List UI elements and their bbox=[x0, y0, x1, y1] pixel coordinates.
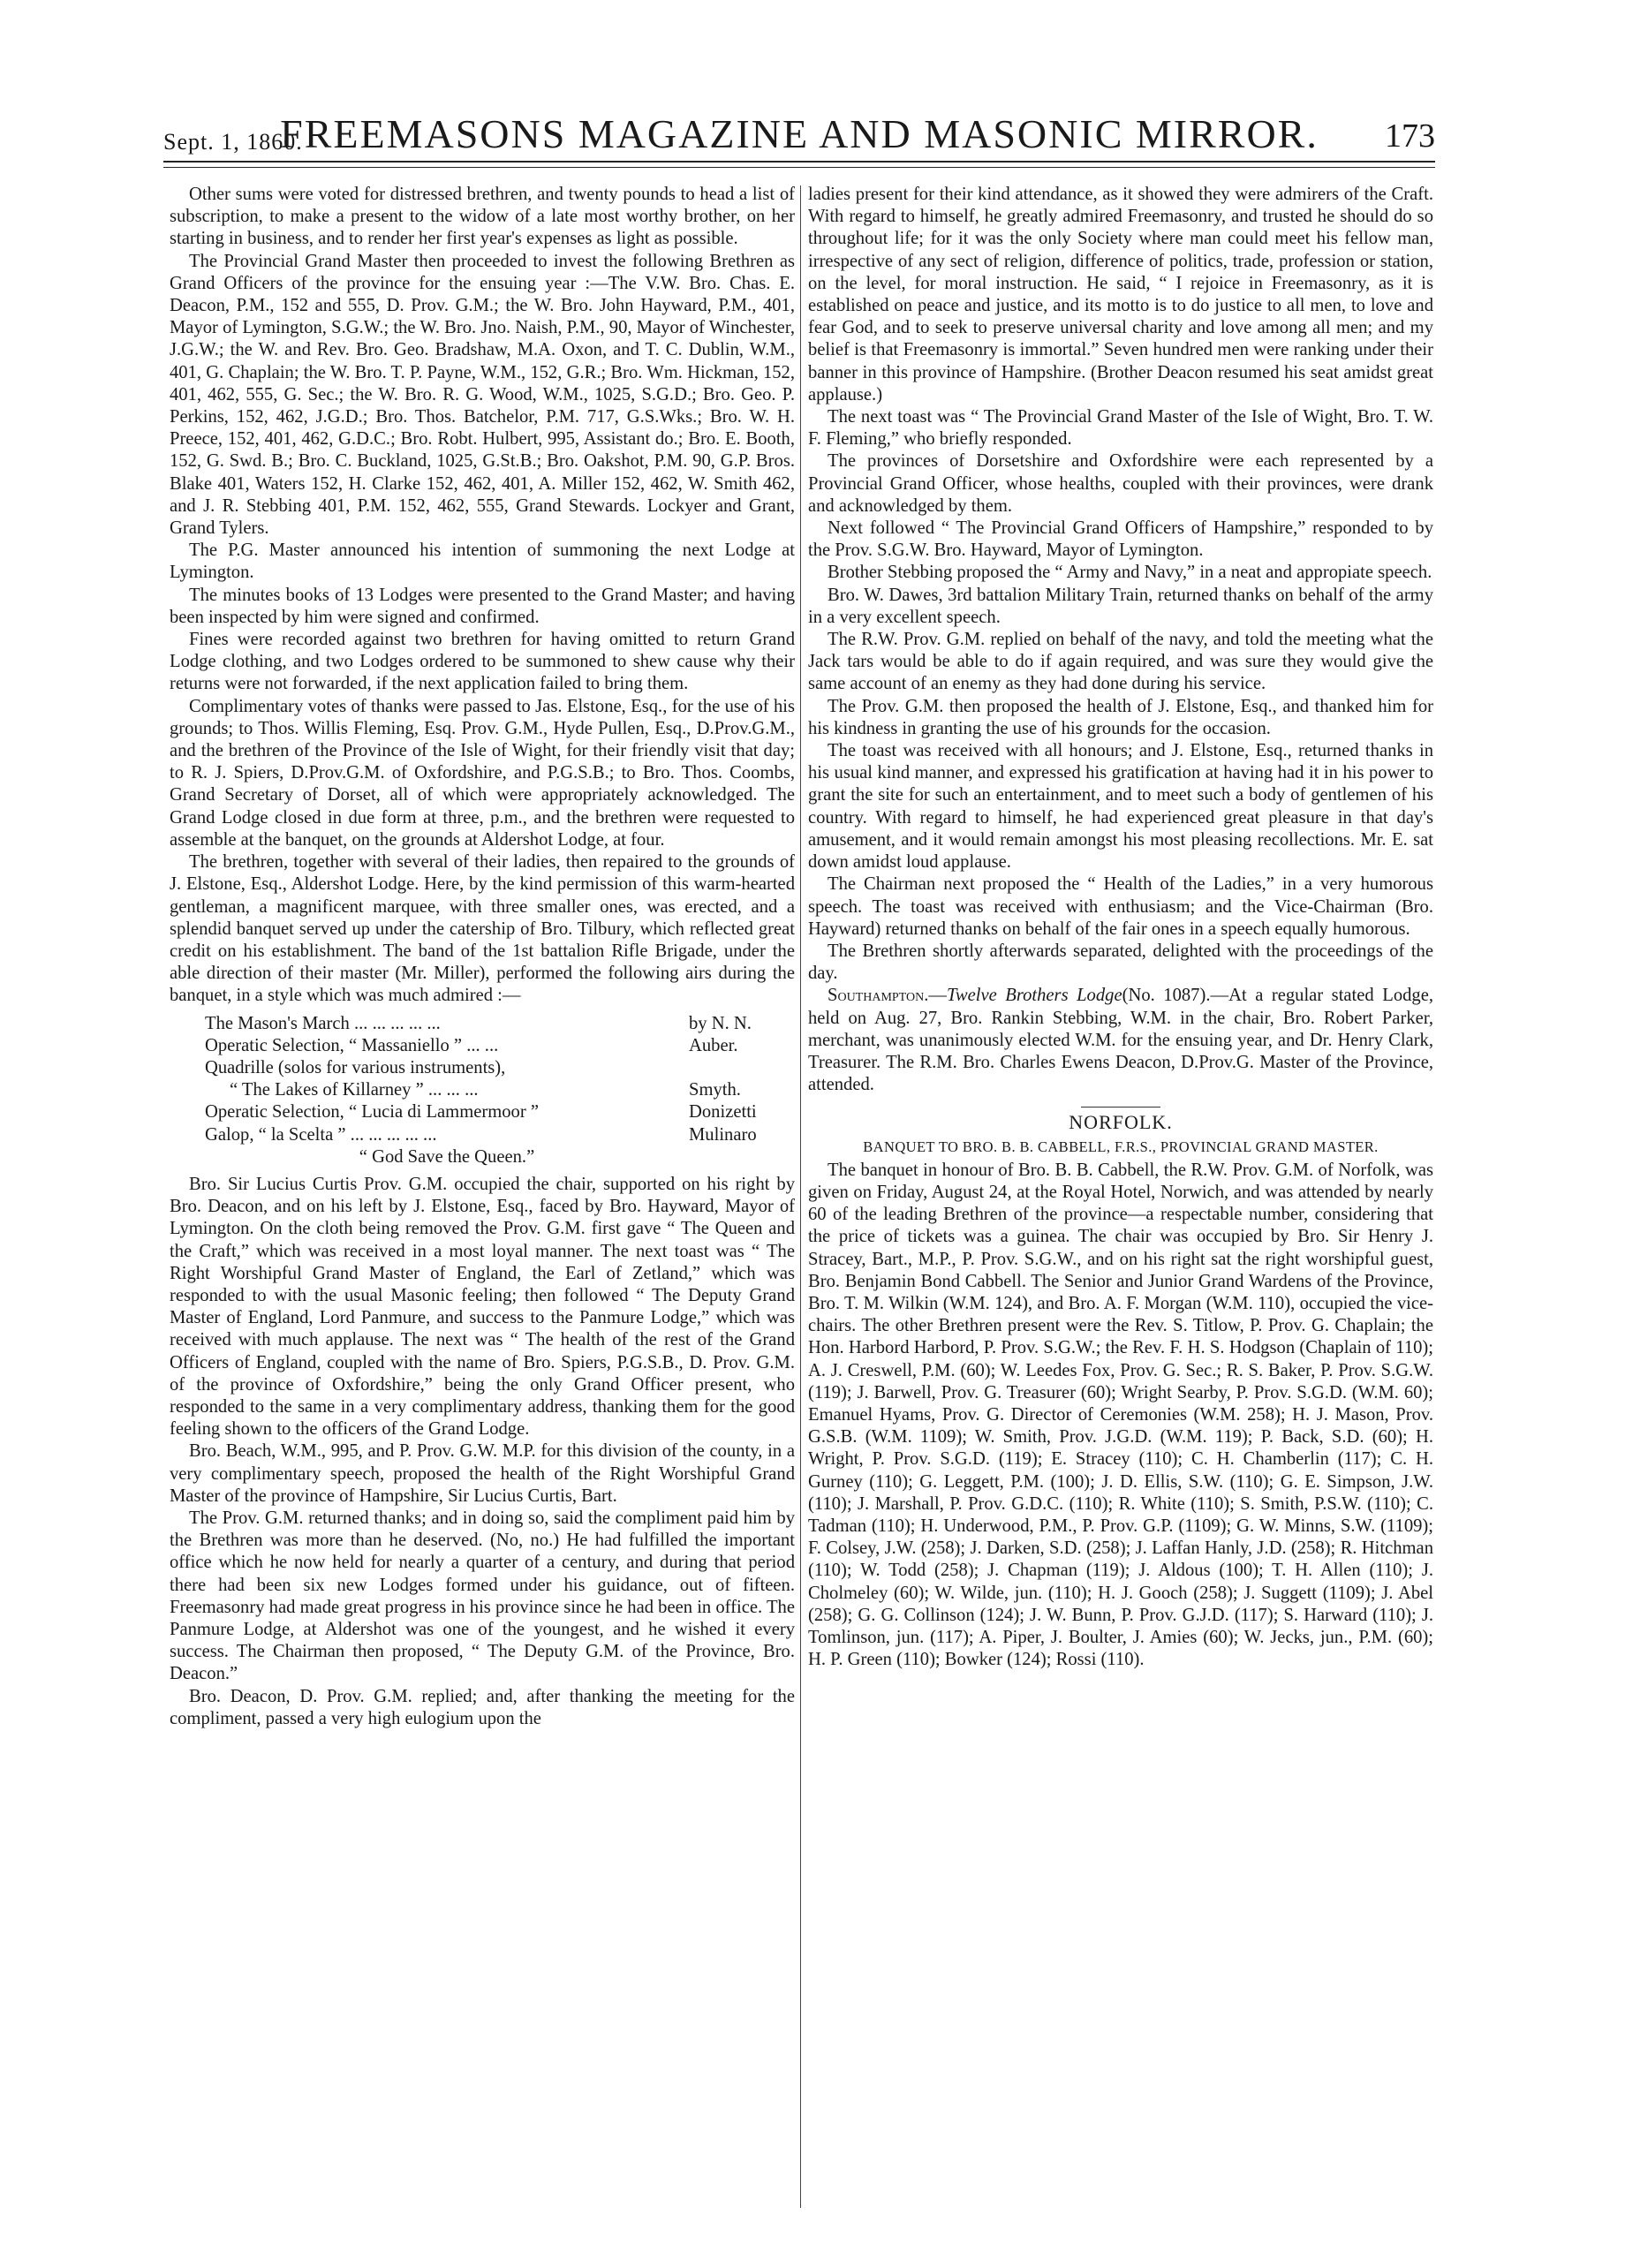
lodge-name: Twelve Brothers Lodge bbox=[946, 986, 1122, 1006]
programme-row bbox=[205, 1035, 795, 1057]
paragraph: Next followed “ The Provincial Grand Officers of Hampshire,” responded to by the Prov. S.G.W. Bro. Hayward, Mayor of Lymington. bbox=[808, 518, 1433, 561]
paragraph: The banquet in honour of Bro. B. B. Cabbell, the R.W. Prov. G.M. of Norfolk, was given on Friday, August 24, at the Royal Hotel, Norwich, and was attended by nearly 60 of the leading Brethren of the province—a respectable number, considering that the price of tickets was a guinea. The chair was occupied by Bro. Sir Henry J. Stracey, Bart., M.P., P. Prov. S.G.W., and on his right sat the right worshipful guest, Bro. Benjamin Bond Cabbell. The Senior and Junior Grand Wardens of the Province, Bro. T. M. Wilkin (W.M. 124), and Bro. A. F. Morgan (W.M. 110), occupied the vice-chairs. The other Brethren present were the Rev. S. Titlow, P. Prov. G. Chaplain; the Hon. Harbord Harbord, P. Prov. S.G.W.; the Rev. F. H. S. Hodgson (Chaplain of 110); A. J. Creswell, P.M. (60); W. Leedes Fox, Prov. G. Sec.; R. S. Baker, P. Prov. S.G.W. (119); J. Barwell, Prov. G. Treasurer (60); Wright Searby, P. Prov. S.G.D. (W.M. 60); Emanuel Hyams, Prov. G. Director of Ceremonies (W.M. 258); H. J. Mason, Prov. G.S.B. (W.M. 1109); W. Smith, Prov. J.G.D. (W.M. 119); P. Back, S.D. (60); H. Wright, P. Prov. S.G.D. (119); E. Stracey (110); C. H. Chamberlin (117); C. H. Gurney (110); G. Leggett, P.M. (100); J. D. Ellis, S.W. (110); G. E. Simpson, J.W. (110); J. Marshall, P. Prov. G.D.C. (110); R. White (110); S. Smith, P.S.W. (110); C. Tadman (110); H. Underwood, P.M., P. Prov. G.P. (1109); G. W. Minns, S.W. (1109); F. Colsey, J.W. (258); J. Darken, S.D. (258); J. Laffan Hanly, J.D. (258); R. Hitchman (110); W. Todd (258); J. Chapman (119); J. Aldous (100); T. H. Allen (110); J. Cholmeley (60); W. Wilde, jun. (110); H. J. Gooch (258); J. Suggett (1109); J. Abel (258); G. G. Collinson (124); J. W. Bunn, P. Prov. G.J.D. (117); S. Harward (110); J. Tomlinson, jun. (117); A. Piper, J. Boulter, J. Amies (60); W. Jecks, jun., P.M. (60); H. P. Green (110); Bowker (124); Rossi (110). bbox=[808, 1160, 1433, 1670]
paragraph: The brethren, together with several of their ladies, then repaired to the grounds of J. Elstone, Esq., Aldershot Lodge. Here, by the kind permission of this warm-hearted gentleman, a magnificent marquee, with three smaller ones, was erected, and a splendid banquet served up under the catership of Bro. Tilbury, which reflected great credit on his establishment. The band of the 1st battalion Rifle Brigade, under the able direction of their master (Mr. Miller), performed the following airs during the banquet, in a style which was much admired :— bbox=[170, 852, 795, 1006]
programme-row bbox=[205, 1057, 795, 1079]
programme-row bbox=[205, 1101, 795, 1123]
report-text: (No. 1087).—At a regular stated Lodge, held on Aug. 27, Bro. Rankin Stebbing, W.M. in the chair, Bro. Robert Parker, merchant, was unanimously elected W.M. for the ensuing year, and Dr. Henry Clark, Treasurer. The R.M. Bro. Charles Ewens Deacon, D.Prov.G. Master of the Province, attended. bbox=[808, 986, 1433, 1095]
header-rule-thick bbox=[163, 161, 1435, 163]
programme-piece: Galop, “ la Scelta ” ... ... ... ... ... bbox=[205, 1124, 437, 1145]
programme-composer: Donizetti bbox=[689, 1102, 757, 1123]
paragraph: The provinces of Dorsetshire and Oxfordshire were each represented by a Provincial Grand Officer, whose healths, coupled with their provinces, were drank and acknowledged by them. bbox=[808, 451, 1433, 516]
paragraph: The Prov. G.M. then proposed the health of J. Elstone, Esq., and thanked him for his kindness in granting the use of his grounds for the occasion. bbox=[808, 696, 1433, 738]
paragraph: Brother Stebbing proposed the “ Army and Navy,” in a neat and appropiate speech. bbox=[828, 563, 1432, 583]
programme-row bbox=[205, 1079, 795, 1101]
paragraph: The minutes books of 13 Lodges were presented to the Grand Master; and having been inspected by him were signed and confirmed. bbox=[170, 585, 795, 627]
paragraph: The Provincial Grand Master then proceeded to invest the following Brethren as Grand Officers of the province for the ensuing year :—The V.W. Bro. Chas. E. Deacon, P.M., 152 and 555, D. Prov. G.M.; the W. Bro. John Hayward, P.M., 401, Mayor of Lymington, S.G.W.; the W. Bro. Jno. Naish, P.M., 90, Mayor of Winchester, J.G.W.; the W. and Rev. Bro. Geo. Bradshaw, M.A. Oxon, and T. C. Dublin, W.M., 401, G. Chaplain; the W. Bro. T. P. Payne, W.M., 152, G.R.; Bro. Wm. Hickman, 152, 401, 462, 555, G. Sec.; the W. Bro. R. G. Wood, W.M., 1025, S.G.D.; Bro. Geo. P. Perkins, 152, 462, J.G.D.; Bro. Thos. Batchelor, P.M. 717, G.S.Wks.; Bro. W. H. Preece, 152, 401, 462, G.D.C.; Bro. Robt. Hulbert, 995, Assistant do.; Bro. E. Booth, 152, G. Swd. B.; Bro. C. Buckland, 1025, G.St.B.; Bro. Oakshot, P.M. 90, G.P. Bros. Blake 401, Waters 152, H. Clarke 152, 462, 401, A. Miller 152, 462, W. Smith 462, and J. R. Stebbing 401, P.M. 152, 462, 555, Grand Stewards. Lockyer and Grant, Grand Tylers. bbox=[170, 251, 795, 539]
programme-piece: Operatic Selection, “ Lucia di Lammermoor ” bbox=[205, 1102, 539, 1123]
paragraph: The next toast was “ The Provincial Grand Master of the Isle of Wight, Bro. T. W. F. Fleming,” who briefly responded. bbox=[808, 407, 1433, 450]
programme-row bbox=[205, 1124, 795, 1146]
paragraph: Bro. Beach, W.M., 995, and P. Prov. G.W. M.P. for this division of the county, in a very complimentary speech, proposed the health of the Right Worshipful Grand Master of the province of Hampshire, Sir Lucius Curtis, Bart. bbox=[170, 1441, 795, 1506]
paragraph: Bro. Sir Lucius Curtis Prov. G.M. occupied the chair, supported on his right by Bro. Deacon, and on his left by J. Elstone, Esq., faced by Bro. Hayward, Mayor of Lymington. On the cloth being removed the Prov. G.M. first gave “ The Queen and the Craft,” which was received in a most loyal manner. The next toast was “ The Right Worshipful Grand Master of England, the Earl of Zetland,” which was responded to with the usual Masonic feeling; then followed “ The Deputy Grand Master of England, Lord Panmure, and success to the Panmure Lodge,” which was received with much applause. The next was “ The health of the rest of the Grand Officers of England, coupled with the name of Bro. Spiers, P.G.S.B., D. Prov. G.M. of the province of Oxfordshire,” being the only Grand Officer present, who responded to the same in a very complimentary address, thanking them for the good feeling shown to the officers of the Grand Lodge. bbox=[170, 1174, 795, 1440]
programme-piece: The Mason's March ... ... ... ... ... bbox=[205, 1013, 441, 1033]
programme-composer: Smyth. bbox=[689, 1080, 741, 1100]
magazine-title: FREEMASONS MAGAZINE AND MASONIC MIRROR. bbox=[280, 111, 1319, 156]
section-subheading: BANQUET TO BRO. B. B. CABBELL, F.R.S., PROVINCIAL GRAND MASTER. bbox=[863, 1138, 1379, 1155]
programme-composer: Mulinaro bbox=[689, 1124, 757, 1145]
paragraph: Bro. W. Dawes, 3rd battalion Military Train, returned thanks on behalf of the army in a very excellent speech. bbox=[808, 585, 1433, 627]
column-divider bbox=[800, 185, 801, 2208]
place-name: Southampton. bbox=[828, 986, 929, 1006]
programme-composer: by N. N. bbox=[689, 1013, 752, 1033]
paragraph: The R.W. Prov. G.M. replied on behalf of the navy, and told the meeting what the Jack tars would be able to do if again required, and was sure they would give the same account of an enemy as they had done during his service. bbox=[808, 630, 1433, 694]
paragraph: Fines were recorded against two brethren for having omitted to return Grand Lodge clothing, and two Lodges ordered to be summoned to shew cause why their returns were not forwarded, if the next application failed to bring them. bbox=[170, 630, 795, 694]
paragraph: The toast was received with all honours; and J. Elstone, Esq., returned thanks in his usual kind manner, and expressed his gratification at having had it in his power to grant the site for such an entertainment, and to meet such a body of gentlemen of his country. With regard to himself, he had experienced great pleasure in that day's amusement, and it would remain amongst his most pleasing recollections. Mr. E. sat down amidst loud applause. bbox=[808, 741, 1433, 873]
section-title: NORFOLK. bbox=[1069, 1111, 1173, 1134]
paragraph: Bro. Deacon, D. Prov. G.M. replied; and, after thanking the meeting for the compliment, passed a very high eulogium upon the bbox=[170, 1686, 795, 1728]
paragraph: The Brethren shortly afterwards separated, delighted with the proceedings of the day. bbox=[808, 941, 1433, 984]
page-number: 173 bbox=[1385, 117, 1435, 155]
programme-piece: Operatic Selection, “ Massaniello ” ... ... bbox=[205, 1035, 499, 1055]
paragraph: Other sums were voted for distressed brethren, and twenty pounds to head a list of subscription, to make a present to the widow of a late most worthy brother, on her starting in business, and to render her first year's expenses as light as possible. bbox=[170, 185, 795, 249]
paragraph: Complimentary votes of thanks were passed to Jas. Elstone, Esq., for the use of his grounds; to Thos. Willis Fleming, Esq. Prov. G.M., Hyde Pullen, Esq., D.Prov.G.M., and the brethren of the Province of the Isle of Wight, for their friendly visit that day; to R. J. Spiers, D.Prov.G.M. of Oxfordshire, and P.G.S.B.; to Bro. Thos. Coombs, Grand Secretary of Dorset, all of which were appropriately acknowledged. The Grand Lodge closed in due form at three, p.m., and the brethren were requested to assemble at the banquet, on the grounds at Aldershot Lodge, at four. bbox=[170, 696, 795, 850]
page-header bbox=[163, 113, 1435, 154]
left-column bbox=[170, 184, 795, 2206]
section-rule bbox=[1081, 1107, 1160, 1108]
paragraph: ladies present for their kind attendance, as it showed they were admirers of the Craft. With regard to himself, he greatly admired Freemasonry, and trusted he should do so throughout life; for it was the only Society where man could meet his fellow man, irrespective of any sect of religion, difference of politics, trade, profession or station, on the level, for moral instruction. He said, “ I rejoice in Freemasonry, as it is established on peace and justice, and its motto is to do justice to all men, to love and fear God, and to seek to preserve universal charity and love among all men; and my belief is that Freemasonry is immortal.” Seven hundred men were ranking under their banner in this province of Hampshire. (Brother Deacon resumed his seat amidst great applause.) bbox=[808, 185, 1433, 404]
programme-row bbox=[205, 1013, 795, 1035]
issue-date: Sept. 1, 1860. bbox=[163, 129, 303, 155]
programme-piece: Quadrille (solos for various instruments), bbox=[205, 1057, 506, 1077]
programme-closing: “ God Save the Queen.” bbox=[359, 1146, 535, 1167]
programme-piece: “ The Lakes of Killarney ” ... ... ... bbox=[230, 1080, 479, 1100]
paragraph: The P.G. Master announced his intention of summoning the next Lodge at Lymington. bbox=[170, 541, 795, 583]
southampton-report: Southampton.—Twelve Brothers Lodge(No. 1087).—At a regular stated Lodge, held on Aug. 27, Bro. Rankin Stebbing, W.M. in the chair, Bro. Robert Parker, merchant, was unanimously elected W.M. for the ensuing year, and Dr. Henry Clark, Treasurer. The R.M. Bro. Charles Ewens Deacon, D.Prov.G. Master of the Province, attended. bbox=[808, 986, 1433, 1095]
right-column bbox=[808, 184, 1433, 2206]
paragraph: The Prov. G.M. returned thanks; and in doing so, said the compliment paid him by the Brethren was more than he deserved. (No, no.) He had fulfilled the important office which he now held for nearly a quarter of a century, and during that period there had been six new Lodges formed under his guidance, out of fifteen. Freemasonry had made great progress in his province since he had been in office. The Panmure Lodge, at Aldershot was one of the youngest, and he wished it every success. The Chairman then proposed, “ The Deputy G.M. of the Province, Bro. Deacon.” bbox=[170, 1508, 795, 1684]
programme-composer: Auber. bbox=[689, 1035, 738, 1055]
programme-composer bbox=[689, 1057, 795, 1079]
header-rule-thin bbox=[163, 167, 1435, 168]
music-programme bbox=[205, 1013, 795, 1168]
paragraph: The Chairman next proposed the “ Health of the Ladies,” in a very humorous speech. The toast was received with enthusiasm; and the Vice-Chairman (Bro. Hayward) returned thanks on behalf of the fair ones in a speech equally humorous. bbox=[808, 874, 1433, 939]
